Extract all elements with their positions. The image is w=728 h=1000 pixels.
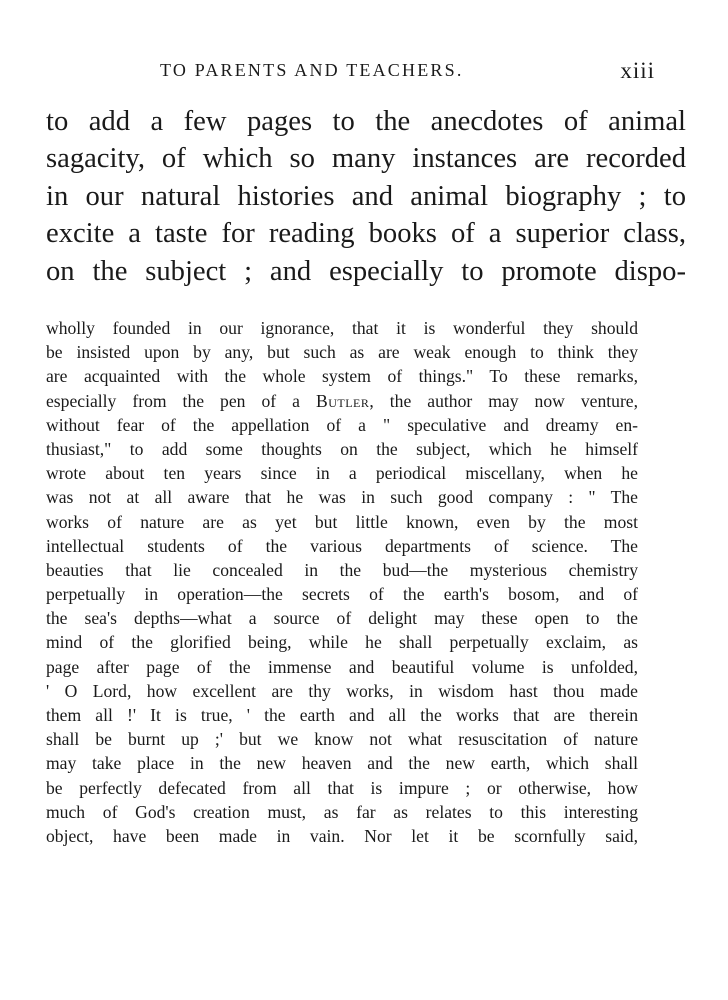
footnote-line: intellectual students of the various departments of science. The (46, 535, 638, 556)
footnote-line: be perfectly defecated from all that is impure ; or otherwise, how (46, 777, 638, 798)
footnote-line: especially from the pen of a Butler, the author may now venture, (46, 390, 639, 411)
main-text-line: excite a taste for reading books of a superior class, (46, 218, 686, 250)
footnote-line: beauties that lie concealed in the bud—the mysterious chemistry (46, 559, 638, 580)
footnote-line: object, have been made in vain. Nor let it be scornfully said, (46, 825, 638, 846)
footnote-line: may take place in the new heaven and the new earth, which shall (46, 753, 638, 774)
main-text-line: on the subject ; and especially to promote dispo- (46, 255, 686, 287)
main-text-line: to add a few pages to the anecdotes of animal (46, 106, 686, 137)
running-header (160, 60, 655, 90)
footnote-line: thusiast," to add some thoughts on the subject, which he himself (46, 438, 638, 459)
footnote-text (46, 316, 638, 848)
footnote-line: mind of the glorified being, while he shall perpetually exclaim, as (46, 632, 638, 653)
footnote-line: page after page of the immense and beautiful volume is unfolded, (46, 656, 638, 677)
main-text-line: in our natural histories and animal biography ; to (46, 180, 686, 212)
footnote-line: wholly founded in our ignorance, that it is wonderful they should (46, 318, 638, 338)
footnote-line: works of nature are as yet but little known, even by the most (46, 511, 638, 532)
small-caps-name: Butler (315, 390, 370, 411)
page-number: xiii (620, 58, 655, 83)
running-title: TO PARENTS AND TEACHERS. (160, 60, 464, 80)
footnote-line: perpetually in operation—the secrets of the earth's bosom, and of (46, 584, 638, 605)
footnote-line: are acquainted with the whole system of things." To these remarks, (46, 366, 638, 387)
footnote-line: them all !' It is true, ' the earth and all the works that are therein (46, 705, 638, 725)
main-text (46, 103, 686, 290)
main-text-line: sagacity, of which so many instances are recorded (46, 143, 686, 175)
footnote-line: the sea's depths—what a source of delight may these open to the (46, 608, 638, 629)
footnote-line: be insisted upon by any, but such as are weak enough to think they (46, 342, 638, 363)
footnote-line: shall be burnt up ;' but we know not what resuscitation of nature (46, 729, 638, 750)
footnote-line: much of God's creation must, as far as relates to this interesting (46, 801, 638, 822)
footnote-line: wrote about ten years since in a periodical miscellany, when he (46, 463, 638, 484)
footnote-line: without fear of the appellation of a " speculative and dreamy en- (46, 414, 638, 435)
footnote-line: ' O Lord, how excellent are thy works, in wisdom hast thou made (46, 680, 638, 701)
footnote-line: was not at all aware that he was in such good company : " The (46, 487, 638, 508)
